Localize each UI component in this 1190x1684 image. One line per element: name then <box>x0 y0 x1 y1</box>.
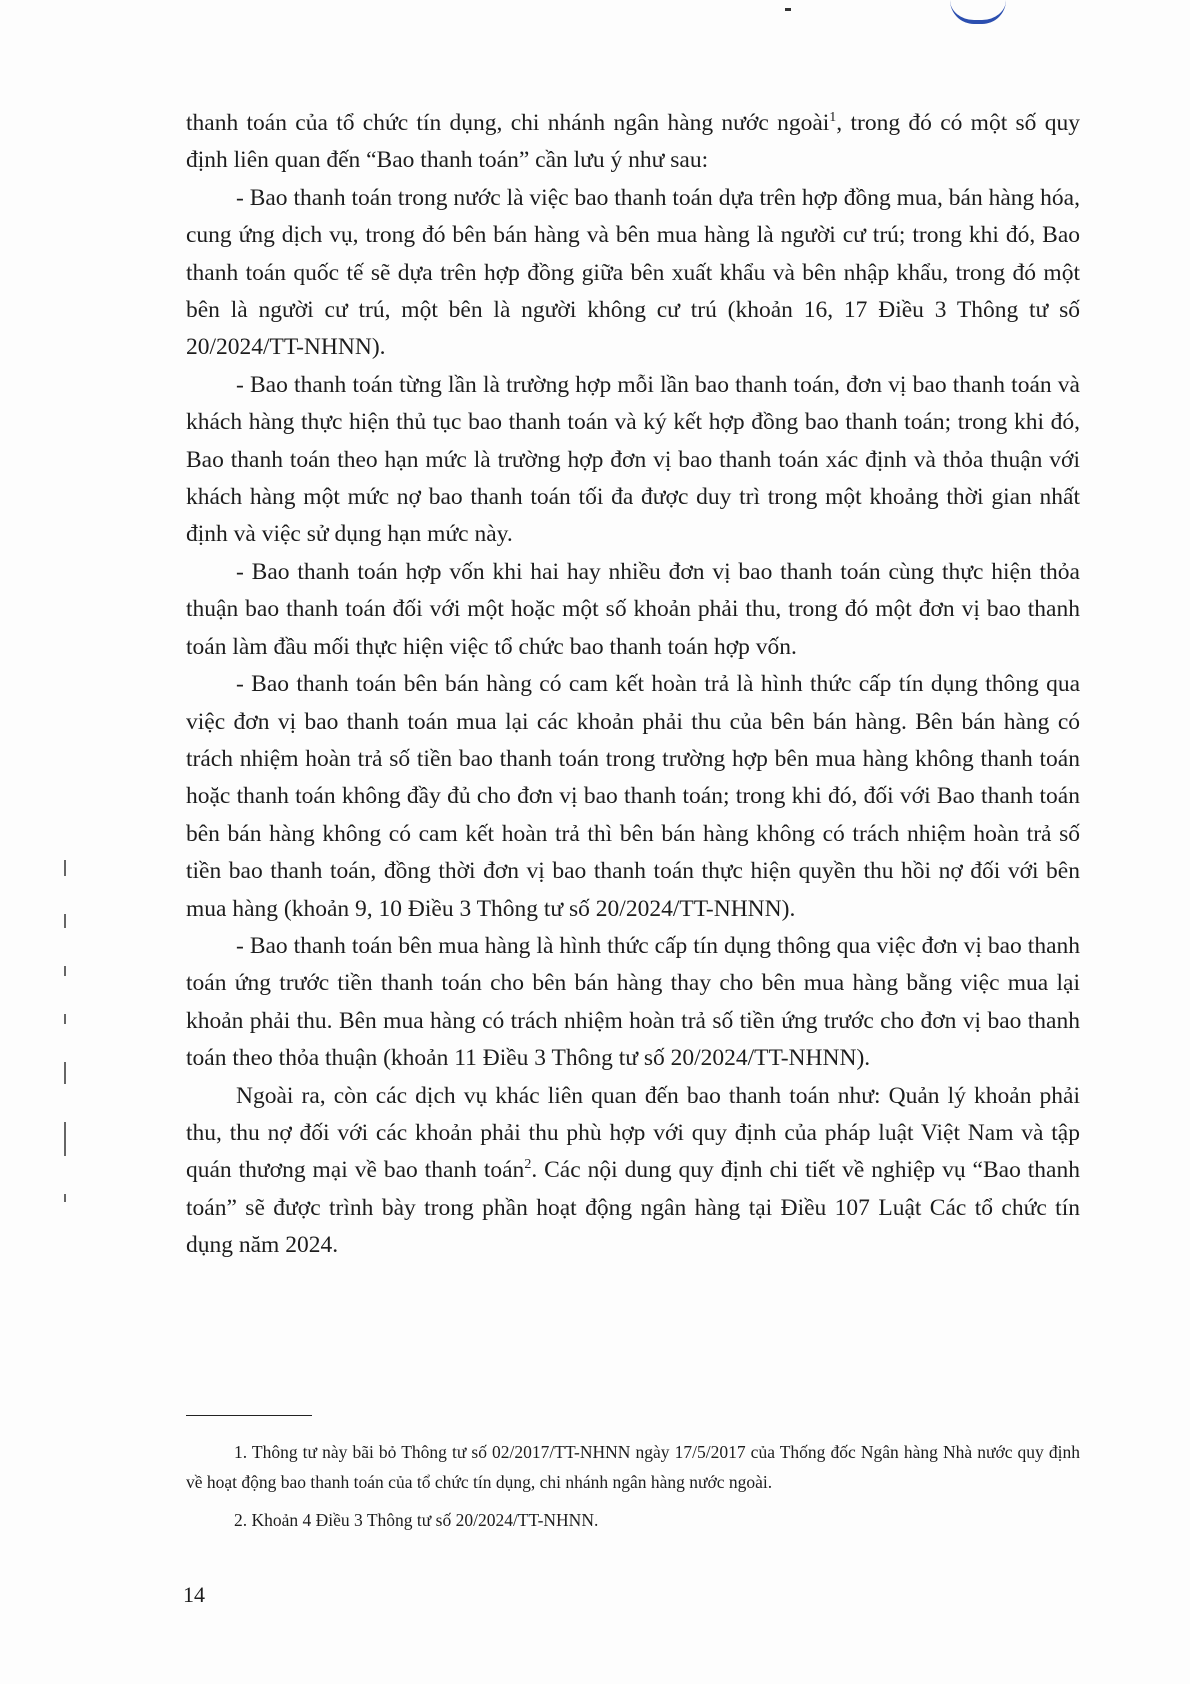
paragraph-per-transaction-limit: - Bao thanh toán từng lần là trường hợp mỗi lần bao thanh toán, đơn vị bao thanh toán và khách hàng thực hiện thủ tục bao thanh toán và ký kết hợp đồng bao thanh toán; trong khi đó, Bao thanh toán theo hạn mức là trường hợp đơn vị bao thanh toán xác định và thỏa thuận với khách hàng một mức nợ bao thanh toán tối đa được duy trì trong một khoảng thời gian nhất định và việc sử dụng hạn mức này. <box>186 371 1080 548</box>
footnote-ref-1[interactable]: 1 <box>829 110 837 126</box>
paragraph-domestic-international: - Bao thanh toán trong nước là việc bao thanh toán dựa trên hợp đồng mua, bán hàng hóa, cung ứng dịch vụ, trong đó bên bán hàng và bên mua hàng là người cư trú; trong khi đó, Bao thanh toán quốc tế sẽ dựa trên hợp đồng giữa bên xuất khẩu và bên nhập khẩu, trong đó một bên là người cư trú, một bên là người không cư trú (khoản 16, 17 Điều 3 Thông tư số 20/2024/TT-NHNN). <box>186 184 1080 361</box>
page-number: 14 <box>183 1582 205 1607</box>
paragraph-intro-text-cont: , trong đó có một số quy định liên quan đến “Bao thanh toán” cần lưu ý như sau: <box>186 110 1080 174</box>
footnote-divider <box>186 1415 312 1416</box>
footnote-1: 1. Thông tư này bãi bỏ Thông tư số 02/2017/TT-NHNN ngày 17/5/2017 của Thống đốc Ngân hàng Nhà nước quy định về hoạt động bao thanh toán của tổ chức tín dụng, chi nhánh ngân hàng nước ngoài. <box>186 1442 1080 1492</box>
paragraph-other-services <box>186 1078 1080 1265</box>
body-text <box>186 105 1080 1265</box>
page-corner-mark <box>950 0 1006 24</box>
binding-marks <box>64 860 74 1240</box>
paragraph-other-services-text: Ngoài ra, còn các dịch vụ khác liên quan đến bao thanh toán như: Quản lý khoản phải thu, thu nợ đối với các khoản phải thu phù hợp với quy định của pháp luật Việt Nam và tập quán thương mại về bao thanh toán <box>186 1082 1080 1184</box>
paragraph-seller-recourse: - Bao thanh toán bên bán hàng có cam kết hoàn trả là hình thức cấp tín dụng thông qua việc đơn vị bao thanh toán mua lại các khoản phải thu của bên bán hàng. Bên bán hàng có trách nhiệm hoàn trả số tiền bao thanh toán trong trường hợp bên mua hàng không thanh toán hoặc thanh toán không đầy đủ cho đơn vị bao thanh toán; trong khi đó, đối với Bao thanh toán bên bán hàng không có cam kết hoàn trả thì bên bán hàng không có trách nhiệm hoàn trả số tiền bao thanh toán, đồng thời đơn vị bao thanh toán thực hiện quyền thu hồi nợ đối với bên mua hàng (khoản 9, 10 Điều 3 Thông tư số 20/2024/TT-NHNN). <box>186 671 1080 922</box>
paragraph-intro-text: thanh toán của tổ chức tín dụng, chi nhánh ngân hàng nước ngoài <box>186 110 830 136</box>
paragraph-syndicated: - Bao thanh toán hợp vốn khi hai hay nhiều đơn vị bao thanh toán cùng thực hiện thỏa thuận bao thanh toán đối với một hoặc một số khoản phải thu, trong đó một đơn vị bao thanh toán làm đầu mối thực hiện việc tổ chức bao thanh toán hợp vốn. <box>186 558 1080 660</box>
scan-mark <box>785 8 791 11</box>
paragraph-buyer: - Bao thanh toán bên mua hàng là hình thức cấp tín dụng thông qua việc đơn vị bao thanh toán ứng trước tiền thanh toán cho bên bán hàng thay cho bên mua hàng bằng việc mua lại khoản phải thu. Bên mua hàng có trách nhiệm hoàn trả số tiền ứng trước cho đơn vị bao thanh toán theo thỏa thuận (khoản 11 Điều 3 Thông tư số 20/2024/TT-NHNN). <box>186 932 1080 1072</box>
paragraph-other-services-text-cont: . Các nội dung quy định chi tiết về nghiệp vụ “Bao thanh toán” sẽ được trình bày trong phần hoạt động ngân hàng tại Điều 107 Luật Các tổ chức tín dụng năm 2024. <box>186 1157 1080 1259</box>
paragraph-intro <box>186 105 1080 180</box>
footnote-2: 2. Khoản 4 Điều 3 Thông tư số 20/2024/TT-NHNN. <box>234 1510 599 1530</box>
footnote-ref-2[interactable]: 2 <box>524 1157 532 1173</box>
footnotes <box>186 1437 1080 1543</box>
